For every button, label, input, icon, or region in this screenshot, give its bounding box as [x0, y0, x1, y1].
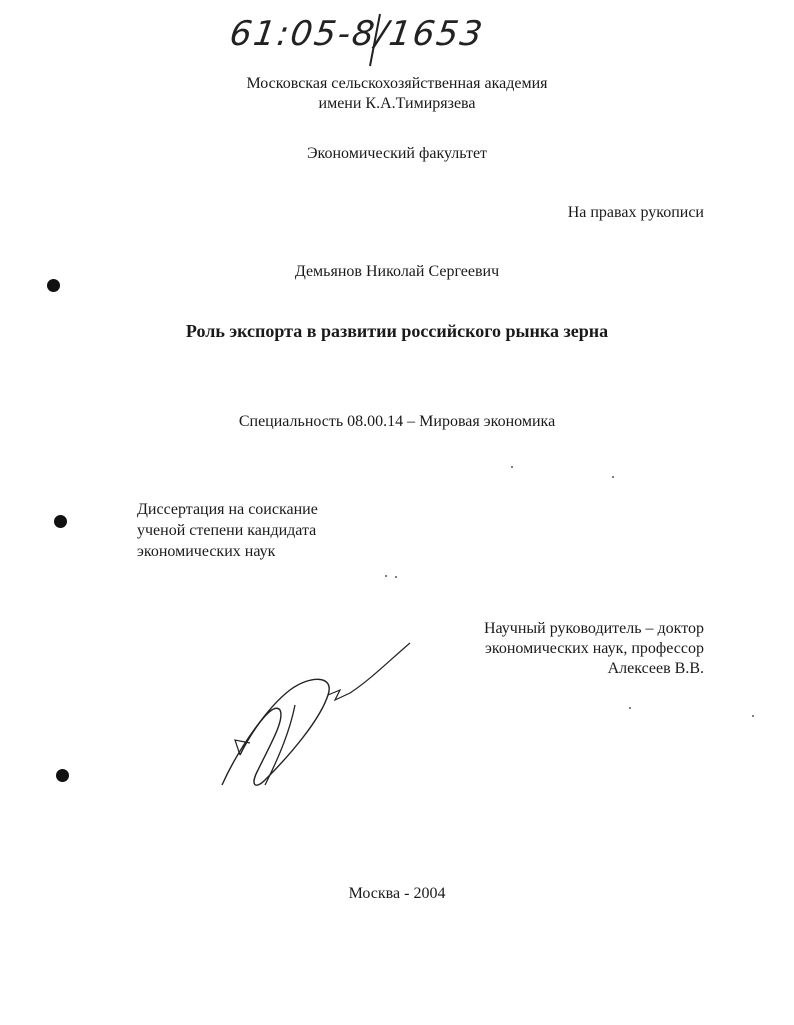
scan-speck: [385, 575, 387, 577]
dissertation-title: Роль экспорта в развитии российского рынка зерна: [185, 321, 609, 341]
dissertation-line-1: Диссертация на соискание: [137, 501, 318, 518]
punch-hole-bottom: [56, 769, 69, 782]
scan-speck: [752, 715, 754, 717]
archive-number: 61:05-8/1653: [227, 14, 487, 54]
supervisor-line-3: Алексеев В.В.: [607, 660, 704, 677]
punch-hole-top: [47, 279, 60, 292]
author-name: Демьянов Николай Сергеевич: [294, 263, 500, 280]
scan-speck: [629, 707, 631, 709]
punch-hole-middle: [54, 515, 67, 528]
dissertation-line-3: экономических наук: [137, 543, 276, 560]
scan-speck: [395, 576, 397, 578]
dissertation-line-2: ученой степени кандидата: [137, 522, 317, 539]
manuscript-note: На правах рукописи: [567, 204, 704, 221]
academy-line-2: имени К.А.Тимирязева: [318, 95, 476, 112]
signature: [210, 635, 420, 795]
archive-underline-strokes: [230, 10, 490, 70]
academy-line-1: Московская сельскохозяйственная академия: [246, 75, 548, 92]
scan-speck: [511, 466, 513, 468]
supervisor-line-2: экономических наук, профессор: [484, 640, 704, 657]
scan-speck: [612, 476, 614, 478]
faculty: Экономический факультет: [306, 145, 488, 162]
supervisor-line-1: Научный руководитель – доктор: [483, 620, 704, 637]
city-year: Москва - 2004: [348, 885, 446, 902]
specialty: Специальность 08.00.14 – Мировая экономика: [238, 413, 556, 430]
